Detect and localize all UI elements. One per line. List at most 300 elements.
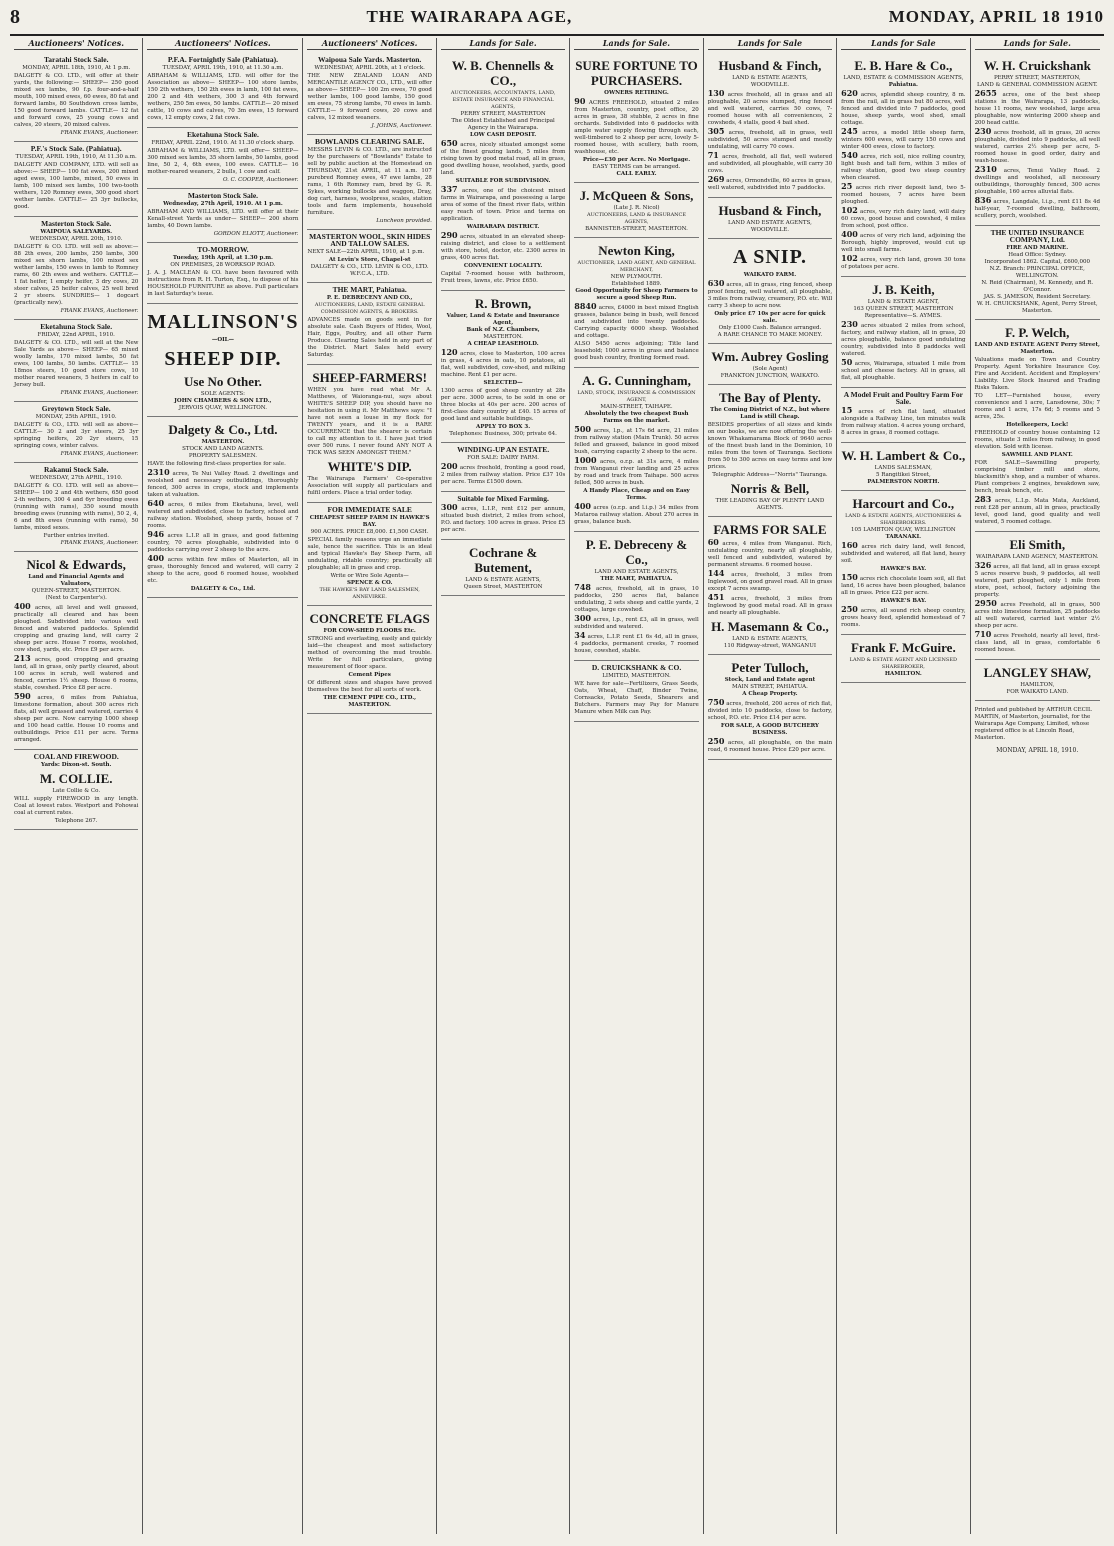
listing-text: acres, nicely situated amongst some of the finest grazing lands, 5 miles from rising town by good metal road, all in grass, good dwelling house, woolshed, yards, good land. <box>440 142 566 176</box>
listing-acres: 245 <box>841 126 858 136</box>
ad-auctioneer: J. JOHNS, Auctioneer. <box>371 123 432 129</box>
listing <box>441 232 565 262</box>
ad-sure-fortune <box>574 53 698 183</box>
ad-fp-welch <box>975 320 1100 532</box>
listing-acres: 400 <box>574 501 591 511</box>
ad-a-snip <box>708 239 832 344</box>
ad-heading: Rakanui Stock Sale. <box>44 465 109 474</box>
ad-debreceny <box>574 532 698 661</box>
listing <box>975 128 1100 165</box>
ad-subheading: Good Opportunity for Sheep Farmers to secure a good Sheep Run. <box>575 288 698 301</box>
ad-address: Pahiatua. <box>888 82 918 88</box>
listing <box>574 426 698 456</box>
ad-subheading: The Coming District of N.Z., but where Land is still Cheap. <box>710 407 830 420</box>
ad-agent: SPENCE & CO. <box>346 580 393 586</box>
ad-subheading: OWNERS RETIRING. <box>604 90 669 96</box>
ad-subheading: LAND & ESTATE AGENTS, <box>732 75 808 81</box>
column-5 <box>570 38 703 1534</box>
ad-auctioneer: FRANK EVANS, Auctioneer. <box>60 540 139 546</box>
listing <box>975 562 1100 599</box>
listing-acres: 102 <box>841 205 858 215</box>
ad-address: 110 Ridgway-street, WANGANUI <box>723 643 817 649</box>
listing-text: acres, all sound rich sheep country, grows heavy feed, splendid homestead of 7 rooms. <box>841 608 966 628</box>
listing <box>975 90 1100 127</box>
ad-heading: J. B. Keith, <box>872 282 935 297</box>
ad-body: THE NEW ZEALAND LOAN AND MERCANTILE AGENCY CO., LTD., will offer as above— SHEEP— 100 2m ewes, 70 good wether lambs, 100 good lambs, 150 good sm ewes, 75 strong lambs, 70 ewes in lamb. CATTLE— 9 forward cows, 20 cows and calves, 12 mixed weaners. <box>307 73 432 121</box>
ad-fruit-poultry-farm <box>841 388 965 443</box>
ad-body: WHEN you have read what Mr A. Matthews, of Waioranga-nui, says about WHITE'S SHEEP DIP, you should have no hesitation in using it. Mr Matthews says: "I have not seen a louse in my flock for TWENTY years, and it is a RARE OCCURRENCE that the shearer is certain to call my attention to it. I have just tried over 500 runs. I never found ANY NOT A TICK WAS SEEN AMONGST THEM." <box>307 387 432 456</box>
ad-pfa-fortnightly-sale <box>147 53 298 128</box>
ad-body: DALGETY & CO., LTD. will sell as above— CATTLE— 30 2 and 3yr steers, 25 3yr springing heifers, 20 2yr steers, 15 springing cows, winter calves. <box>14 422 139 449</box>
ad-body: DALGETY & CO. LTD., will sell at the New Sale Yards as above— SHEEP— 65 mixed woolly lambs, 170 mixed lambs, 50 fat ewes, 100 lambs, 50 lambs. CATTLE— 15 18mos steers, 10 good store cows, 10 mother reared weaners, 5 heifers in calf to Jersey bull. <box>14 340 139 388</box>
ad-heading: SHEEP-FARMERS! <box>312 370 427 385</box>
listing <box>708 738 832 754</box>
ad-body: DALGETY & CO. LTD. will sell as above— SHEEP— 100 2 and 4th wethers, 650 good 2-th wethers, 300 4 and 6yr breeding ewes (running with rams), 350 sound mouth breeding ewes (running with rams), 50 2, 4, 6 and 8th ewes (running with rams), 50 lambs, mixed sexes. <box>14 483 139 531</box>
ad-body: NEXT SALE—22th APRIL, 1910, at 1 p.m. <box>307 249 425 255</box>
ad-united-insurance <box>975 226 1100 320</box>
listing-acres: 230 <box>974 126 992 136</box>
ad-subheading: CONVENIENT LOCALITY. <box>463 263 543 269</box>
ad-heading: Masterton Stock Sale. <box>187 191 259 200</box>
ad-address: PERRY STREET, MASTERTON <box>460 111 546 117</box>
listing-acres: 500 <box>574 424 591 434</box>
listing-text: acres, Wairarapa, situated 1 mile from school and cheese factory. All in grass, all flat, all ploughable. <box>841 361 966 381</box>
listing-text: acres of very rich land, adjoining the Borough, highly improved, would cut up well into small farms. <box>841 233 966 253</box>
ad-heading: THE UNITED INSURANCE COMPANY, Ltd. <box>990 228 1084 244</box>
ad-heading: WINDING-UP AN ESTATE. <box>457 445 550 454</box>
ad-body: ALSO 5450 acres adjoining; Title land leasehold; 1000 acres in grass and balance good bush country, fronting formed road. <box>574 341 699 361</box>
ad-the-mart-pahiatua <box>307 283 431 365</box>
listing-text: acres situated 2 miles from school, factory, and railway station, all in grass, 20 acres ploughable, balance good undulating country, subdivided into 8 paddocks well watered. <box>841 323 966 357</box>
listing-acres: 50 <box>841 357 853 367</box>
ad-heading: Waipoua Sale Yards. Masterton. <box>318 55 422 64</box>
listing-acres: 640 <box>147 498 165 508</box>
ad-auctioneer: O. C. COOPER, Auctioneer. <box>222 177 299 183</box>
ad-eb-hare <box>841 53 965 277</box>
listing <box>574 632 698 655</box>
ad-winding-up-estate <box>441 443 565 492</box>
listing-acres: 213 <box>14 653 31 663</box>
ad-agent: H. Masemann & Co., <box>711 619 829 634</box>
ad-heading: R. Brown, <box>474 296 532 311</box>
listing-acres: 1000 <box>574 455 597 465</box>
ad-mixed-farming <box>441 492 565 540</box>
listing <box>14 693 138 744</box>
section-heading: Lands for Sale <box>708 38 832 50</box>
listing-acres: 620 <box>841 88 858 98</box>
ad-date: TUESDAY, APRIL 19th, 1910, At 11.30 a.m. <box>15 154 137 160</box>
listing <box>147 555 298 585</box>
ad-subheading: Bank of N.Z. Chambers, <box>466 327 540 333</box>
ad-date: WEDNESDAY, APRIL 20th, 1910. <box>29 236 123 242</box>
section-heading: Auctioneers' Notices. <box>14 38 138 50</box>
listing-text: acres, freehold, all in grass, 10 paddocks, 250 acres flat, balance undulating, 2 sets sheep and cattle yards, 2 cottages, large cowshed. <box>574 586 699 613</box>
ad-slogan: Use No Other. <box>184 374 262 389</box>
listing-text: acres L.I.P. all in grass, and good fattening country, 70 acres ploughable, subdivided into 6 paddocks carrying over 2 sheep to the acre. <box>147 533 299 553</box>
ad-heading: A Model Fruit and Poultry Farm For Sale. <box>843 390 963 406</box>
listing <box>441 349 565 379</box>
ad-subheading: A CHEAP LEASEHOLD. <box>467 341 539 347</box>
ad-langley-shaw <box>975 660 1100 701</box>
listing-acres: 748 <box>574 582 591 592</box>
issue-date: MONDAY, APRIL 18 1910 <box>888 7 1104 26</box>
printer-imprint: Printed and published by ARTHUR CECIL MARTIN, of Masterton, journalist, for the Wairarapa Age Company, Limited, whose registered office is at Lincoln Road, Masterton. <box>974 706 1092 741</box>
ad-address: Head Office: Sydney. <box>1008 252 1067 258</box>
ad-husband-finch <box>708 53 832 198</box>
ad-date: FRIDAY, APRIL 22nd, 1910. At 11.30 o'clock sharp. <box>151 140 295 146</box>
listing-text: acres, o.r.p. at 31s acre, 4 miles from Wanganui river landing and 25 acres by road and track from Taihape. 500 acres felled, 500 acres in bush. <box>574 459 699 486</box>
ad-body: WE have for sale—Fertilizers, Grass Seeds, Oats, Wheat, Chaff, Binder Twine, Cornsacks, Potato Seeds, Shearers and Butchers. Farmers may Pay for Manure Manure when Milk can Pay. <box>574 681 699 715</box>
ad-note: JAS. S. JAMESON, Resident Secretary. <box>983 294 1091 300</box>
ad-subheading: FOR COW-SHED FLOORS Etc. <box>323 628 416 634</box>
listing-text: acres, Te Nui Valley Road. 2 dwellings and woolshed and necessary outbuildings, thoroughly fenced, 300 acres in crops, stock and implements taken at valuation. <box>147 471 299 498</box>
listing <box>574 98 698 156</box>
ad-heading: TO-MORROW. <box>197 245 249 254</box>
listing-text: acres, a model little sheep farm, winters 600 ewes, will carry 150 cows and winter 400 ewes, close to factory. <box>841 130 966 150</box>
section-heading: Lands for Sale. <box>574 38 698 50</box>
ad-subheading: LOW CASH DEPOSIT. <box>469 132 537 138</box>
ad-footer: DALGETY & Co., Ltd. <box>190 586 256 592</box>
ad-subheading: Yards: Dixon-st. South. <box>40 762 112 768</box>
ad-subheading: (Late J. R. Nicol) <box>613 205 660 211</box>
page-number: 8 <box>10 5 20 28</box>
ad-heading: Newton King, <box>598 243 675 258</box>
listing-acres: 230 <box>841 319 858 329</box>
ad-mcqueen-sons <box>574 183 698 238</box>
listing <box>841 231 965 254</box>
ad-heading: BOWLANDS CLEARING SALE. <box>314 137 425 146</box>
listing-text: acres, L.I.P. rent £1 6s 4d, all in grass, 4 paddocks, permanent creeks, 7 roomed house, cowshed, stable. <box>574 634 699 654</box>
ad-date: WEDNESDAY, APRIL 20th, at 1 o'clock. <box>314 65 425 71</box>
ad-note: Incorporated 1862. Capital, £600,000 <box>984 259 1090 265</box>
ad-heading: A. G. Cunningham, <box>582 373 691 388</box>
listing-acres: 630 <box>707 278 725 288</box>
listing-acres: 130 <box>707 88 725 98</box>
ad-name: M. COLLIE. <box>39 771 113 786</box>
ad-heading: MALLINSON'S <box>147 311 299 333</box>
ad-subheading: Cement Pipes <box>348 672 391 678</box>
ad-body: Valuations made on Town and Country Property. Agent Yorkshire Insurance Coy. Fire and Accident. Accident and Employers' Liability. Live Stock Insured and Trading Risks Taken. <box>974 357 1100 391</box>
ad-heading: Greytown Stock Sale. <box>41 404 111 413</box>
listing-text: acres, freehold, 3 miles from Inglewood, on good gravel road. All in grass except 7 acres swamp. <box>707 572 833 592</box>
ad-footer: THE CEMENT PIPE CO., LTD., MASTERTON. <box>323 695 417 708</box>
ad-body: TO LET—Furnished house, every convenience and 1 acre, Lansdowne, 30s; 7 rooms and 1 acre, 17s 6d; 5 rooms and 5 acres, 25s. <box>974 393 1100 420</box>
ad-dalgety-co <box>147 417 298 598</box>
ad-subheading: FIRE AND MARINE. <box>1006 245 1069 251</box>
listing-text: acres, rich soil, nice rolling country, light bush and tall fern, within 3 miles of railway station, good two steep country when cleared. <box>841 154 966 181</box>
listing-acres: 2950 <box>974 598 997 608</box>
listing <box>708 128 832 151</box>
ad-heading: Dalgety & Co., Ltd. <box>168 422 278 437</box>
ad-subheading: LAND, STOCK, INSURANCE & COMMISSION AGENT, <box>577 390 696 403</box>
listing-acres: 102 <box>841 253 858 263</box>
ad-address: THE HAWKE'S BAY LAND SALESMEN, ANNEVIRKE. <box>319 587 420 600</box>
ad-note: A RARE CHANCE TO MAKE MONEY. <box>717 332 823 338</box>
listing-text: acres, all in grass, ring fenced, sheep proof fencing, well watered, all ploughable, 3 miles from railway, creamery, P.O. etc. Will carry 3 sheep to acre now. <box>707 282 833 309</box>
ad-subheading: AUCTIONEERS, ACCOUNTANTS, LAND, ESTATE INSURANCE AND FINANCIAL AGENTS, <box>450 90 556 110</box>
ad-address: JERVOIS QUAY, WELLINGTON. <box>178 405 267 411</box>
ad-heading: Cochrane & Butement, <box>468 545 538 575</box>
listing-text: acres, good cropping and grazing land, all in grass, only partly cleared, about 100 acres in scrub, well watered and fenced, carries 1½ sheep. House 6 rooms, stable, cowshed. Price £8 per acre. <box>14 657 139 691</box>
listing <box>841 542 965 565</box>
listing <box>841 255 965 271</box>
listing <box>841 152 965 182</box>
section-heading: Lands for Sale. <box>441 38 565 50</box>
listing-text: acres, L.I.P., rent £12 per annum, situated bush district, 2 miles from school, P.O. and factory. 100 acres in grass. Price £5 per acre. <box>440 506 566 533</box>
ad-address: FRANKTON JUNCTION, WAIKATO. <box>720 373 820 379</box>
ad-body: FOR SALE—Sawmilling property, comprising timber mill and store, blacksmith's shop, and a number of whares. Plant comprises 2 engines, breakdown saw, bench, break bench, etc. <box>974 460 1100 494</box>
listing-text: acres, all ploughable, on the main road, 6 roomed house. Price £20 per acre. <box>707 740 833 753</box>
listing <box>147 531 298 554</box>
ad-heading: LANGLEY SHAW, <box>983 665 1091 680</box>
ad-heading: Masterton Stock Sale. <box>41 219 112 228</box>
listing-text: acres, one of the best sheep stations in the Wairarapa, 13 paddocks, house 11 rooms, new woolshed, large area ploughable, now wintering 2000 sheep and 200 head cattle. <box>974 92 1100 126</box>
ad-subheading: P. E. DEBRECENY AND CO., <box>326 295 413 301</box>
listing-acres: 590 <box>14 691 31 701</box>
ad-nicol-edwards <box>14 552 138 750</box>
ad-farms-for-sale <box>708 517 832 655</box>
listing-acres: 400 <box>147 553 165 563</box>
listing-acres: 290 <box>440 230 458 240</box>
listing-text: acres freehold, fronting a good road, 2 miles from railway station. Price £37 10s per acre. Terms £1500 down. <box>440 465 566 485</box>
ad-subheading: LAND & ESTATE AGENTS, <box>465 577 541 583</box>
ad-heading: Suitable for Mixed Farming. <box>457 494 549 503</box>
listing-acres: 160 <box>841 540 858 550</box>
ad-subheading: LIMITED, MASTERTON. <box>602 673 671 679</box>
listing-text: acres, freehold, 200 acres of rich flat, divided into 10 paddocks, close to factory, school, P.O. etc. Price £14 per acre. <box>707 701 833 721</box>
ad-subheading: Land and Financial Agents and Valuators, <box>28 574 125 587</box>
listing <box>975 600 1100 630</box>
ad-masterton-wool-sales <box>307 230 431 283</box>
listing-text: ACRES FREEHOLD, situated 2 miles from Masterton, country, post office, 20 acres in grass, 38 stubble, 2 acres in fine orchards. Subdivided into 6 paddocks with ample water supply flowing through each, well-timbered to 2 sheep per acre, lovely 5-roomed house, with scullery, bath room, washhouse, etc. <box>574 100 699 155</box>
section-heading: Lands for Sale <box>841 38 965 50</box>
listing-text: acres, 6 miles from Pahiatua, limestone formation, about 300 acres rich flats, all well grassed and watered, carries 4 sheep per acre. Now carrying 1000 sheep and 100 head cattle. House 10 rooms and outbuildings. Price £11 per acre. Terms arranged. <box>14 695 139 743</box>
ad-heading: Frank F. McGuire. <box>850 640 956 655</box>
column-3 <box>303 38 436 1534</box>
ad-subheading: STOCK AND LAND AGENTS. <box>182 446 264 452</box>
ad-subheading: AUCTIONEERS, LAND, ESTATE GENERAL COMMISSION AGENTS, & BROKERS. <box>314 302 425 315</box>
listing-text: acres rich river deposit land, two 5-roomed houses, 7 acres have been ploughed. <box>841 185 966 205</box>
ad-heading: Wm. Aubrey Gosling <box>711 349 829 364</box>
ad-masterton-stock-sale <box>14 217 138 320</box>
ad-note: Luncheon provided. <box>376 218 432 224</box>
ad-auctioneer: FRANK EVANS, Auctioneer. <box>60 130 139 136</box>
ad-heading: COAL AND FIREWOOD. <box>33 752 119 761</box>
ad-heading: P. E. Debreceny & Co., <box>585 537 688 567</box>
listing-acres: 60 <box>707 537 719 547</box>
ad-subheading: LAND & GENERAL COMMISSION AGENT. <box>976 82 1098 88</box>
ad-address: WOODVILLE. <box>750 82 790 88</box>
listing <box>708 176 832 192</box>
ad-concrete-flags <box>307 606 431 714</box>
listing <box>975 166 1100 196</box>
listing-acres: 400 <box>14 601 31 611</box>
ad-subheading: FOR SALE: DAIRY FARM. <box>467 455 540 461</box>
ad-auctioneer: GORDON ELIOTT, Auctioneer. <box>213 231 299 237</box>
ad-date: Wednesday, 27th April, 1910. At 1 p.m. <box>163 201 283 207</box>
ad-heading: P.F.A. Fortnightly Sale (Pahiatua). <box>167 55 278 64</box>
ad-heading: Nicol & Edwards, <box>26 557 126 572</box>
listing-text: acres, 6 miles from Eketahuna, level, well watered and subdivided, close to factory, school and railway station. Woolshed, sheep yards, house of 7 rooms. <box>147 502 299 529</box>
ad-subheading: SELECTED— <box>483 380 523 386</box>
ad-subheading: THE MART, PAHIATUA. <box>600 576 673 582</box>
ad-heading: J. McQueen & Sons, <box>579 188 694 203</box>
ad-date: WEDNESDAY, 27th APRIL, 1910. <box>29 475 123 481</box>
listing-acres: 144 <box>707 568 725 578</box>
listing-acres: 946 <box>147 529 165 539</box>
ad-heading: Peter Tulloch, <box>731 660 809 675</box>
ad-sheep-farmers <box>307 365 431 503</box>
listing-text: acres, l.p., at 17s 6d acre, 21 miles from railway station (Main Trunk). 50 acres felled and grassed, balance in good mixed bush, carrying capacity 2 sheep to the acre. <box>574 428 699 455</box>
listing-acres: 8840 <box>574 301 597 311</box>
listing-acres: 836 <box>974 195 992 205</box>
listing <box>975 631 1100 654</box>
listing-acres: 300 <box>574 613 591 623</box>
ad-body: BESIDES properties of all sizes and kinds on our books, we are now offering the well-known Whakamarama Block of 9640 acres of the finest bush land in the Dominion, 10 miles from the town of Tauranga. Sections from 50 to 300 acres on easy terms and low prices. <box>707 422 833 470</box>
newspaper-title: THE WAIRARAPA AGE, <box>366 7 573 26</box>
ad-address: BANNISTER-STREET, MASTERTON. <box>585 226 688 232</box>
ad-heading: THE MART, Pahiatua. <box>332 285 407 294</box>
ad-price: Price—£30 per Acre. No Mortgage. <box>582 157 691 163</box>
ad-address: Queen Street, MASTERTON <box>463 584 543 590</box>
ad-heading: MASTERTON WOOL, SKIN HIDES AND TALLOW SALES. <box>309 232 431 248</box>
ad-subheading: Late Collie & Co. <box>52 788 101 794</box>
ad-body: J. A. J. MACLEAN & CO. have been favoured with instructions from R. H. Turton, Esq., to dispose of his HOUSEHOLD FURNITURE as above. Full particulars in last Saturday's issue. <box>147 270 299 297</box>
listing <box>574 303 698 340</box>
ad-cochrane-butement <box>441 540 565 596</box>
ad-body: DALGETY AND COMPANY, LTD. will sell as above:— SHEEP— 100 fat ewes, 200 mixed aged ewes, 100 lambs, mixed, 50 ewes in lamb, 100 mixed sex lambs, 100 two-tooth wethers, 120 Romney ewes, 300 good short wether lambs. CATTLE— 25 3yr bullocks, good. <box>14 162 139 210</box>
ad-note: N.Z. Branch: PRINCIPAL OFFICE, WELLINGTON. <box>989 266 1085 279</box>
listing <box>708 539 832 569</box>
ad-body: DALGETY & CO. LTD. will sell as above:— 88 2th ewes, 200 lambs, 250 lambs, 300 mixed sex shorn lambs, 100 mixed sex wether lambs, 150 ewes in lamb to Romney rams, 60 2th ewes and wethers. CATTLE— 1 fat heifer, 1 empty heifer, 3 dry cows, 20 steer calves, 25 heifer calves, 25 well bred 2 yr steers. SUNDRIES— 1 dogcart (practically new). <box>14 244 139 306</box>
listing <box>708 699 832 722</box>
ad-frank-mcguire <box>841 635 965 683</box>
ad-tomorrow-sale <box>147 243 298 304</box>
listing <box>574 584 698 614</box>
listing-text: acres, one of the choicest mixed farms in Wairarapa, and possessing a large area of some of the finest river flats, within easy reach of town. Price and terms on application. <box>440 188 566 222</box>
listing <box>841 574 965 597</box>
ad-subheading: SAWMILL AND PLANT. <box>1001 452 1073 458</box>
listing-acres: 34 <box>574 630 586 640</box>
ad-note: Write or Wire Sole Agents— <box>330 573 409 579</box>
column-6 <box>704 38 837 1534</box>
listing-acres: 305 <box>707 126 725 136</box>
ad-note: Representative—S. AYMES. <box>864 313 942 319</box>
ad-subheading: PROPERTY SALESMEN. <box>188 453 258 459</box>
listing <box>574 457 698 487</box>
ad-note: Only £1000 Cash. Balance arranged. <box>718 325 822 331</box>
ad-body: Capital 7-roomed house with bathroom, Fruit trees, lawns, etc. Price £650. <box>440 271 566 284</box>
ad-body: ABRAHAM & WILLIAMS, LTD. will offer— SHEEP— 300 mixed sex lambs, 35 shorn lambs, 50 lambs, good line, 50 2, 4, 6th ewes, 100 ewes. CATTLE— 16 mother-reared weaners, 2 bulls, 1 cow and calf. <box>147 148 299 175</box>
ad-gosling <box>708 344 832 385</box>
ad-heading: Eketahuna Stock Sale. <box>40 322 113 331</box>
ad-subheading: LAND & ESTATE AGENT AND LICENSED SHAREBROKER, <box>849 657 958 670</box>
ad-husband-finch-2 <box>708 198 832 239</box>
listing-acres: 269 <box>707 174 725 184</box>
ad-r-brown <box>441 291 565 443</box>
ad-heading: W. H. Lambert & Co., <box>841 448 966 463</box>
listing-acres: 250 <box>841 604 858 614</box>
ad-agent: JOHN CHAMBERS & SON LTD., <box>174 398 272 404</box>
ad-product: SHEEP DIP. <box>164 348 282 370</box>
ad-eketahuna-stock-sale-2 <box>147 128 298 189</box>
listing <box>841 183 965 206</box>
listing-acres: 400 <box>841 229 858 239</box>
listing <box>841 606 965 629</box>
ad-heading: F. P. Welch, <box>1005 325 1070 340</box>
listing <box>574 615 698 631</box>
ad-subheading: Absolutely the two cheapest Bush Farms on the market. <box>584 411 689 424</box>
ad-harcourt <box>841 491 965 635</box>
listing-text: acres, Ormondville, 60 acres in grass, well watered, subdivided into 7 paddocks. <box>707 178 833 191</box>
ad-rakanui-stock-sale <box>14 463 138 552</box>
ad-subheading: Stock, Land and Estate agent <box>724 677 816 683</box>
ad-jb-keith <box>841 277 965 388</box>
listing-acres: 120 <box>440 347 458 357</box>
section-heading: Auctioneers' Notices. <box>307 38 431 50</box>
ad-subheading: LAND AND ESTATE AGENTS, <box>727 220 812 226</box>
listing-acres: 283 <box>974 494 992 504</box>
listing-text: acres, very rich dairy land, will dairy 60 cows, good house and cowshed, 4 miles from school, post office. <box>841 209 966 229</box>
ad-heading: Harcourt and Co., <box>852 496 955 511</box>
ad-subheading: LANDS SALESMAN, <box>874 465 933 471</box>
listing-text: acres within few miles of Masterton, all in grass, thoroughly fenced and watered, will carry 2 sheep to the acre, good 6 roomed house, woolshed etc. <box>147 557 299 584</box>
ad-newton-king <box>574 238 698 368</box>
ad-eketahuna-stock-sale <box>14 320 138 402</box>
ad-address: MAIN-STREET, TAIHAPE. <box>600 404 673 410</box>
ad-immediate-sale <box>307 503 431 606</box>
ad-note: N. Reid (Chairman), M. Kennedy, and R. O'Connor. <box>981 280 1094 293</box>
ad-subheading: LAND & ESTATE AGENTS, <box>732 636 808 642</box>
listing-text: acres Freehold, nearly all level, first-class land, all in grass, comfortable 6 roomed house. <box>974 633 1100 653</box>
listing-text: acres (o.r.p. and l.i.p.) 34 miles from Mataroa railway station. About 270 acres in grass, balance bush. <box>574 505 699 525</box>
ad-subheading: A Cheap Property. <box>742 691 798 697</box>
ad-body: The Wairarapa Farmers' Co-operative Association will supply all particulars and fulfil orders. Place a trial order today. <box>307 476 432 496</box>
listing-text: acres, 4 miles from Wanganui. Rich, undulating country, nearly all ploughable, well fenced and subdivided, watered by permanent streams. 6 roomed house. <box>707 541 833 568</box>
ad-date: Tuesday, 19th April, at 1.30 p.m. <box>172 255 273 261</box>
listing <box>441 140 565 177</box>
listing-text: acres, all level and well grassed, practically all cleared and has been ploughed. Subdivided into various well fenced and watered paddocks. Splendid cropping and grazing land, will carry 2 sheep per acre. House 7 rooms, woolshed, cow shed, yards, etc. Price £9 per acre. <box>14 605 139 653</box>
ad-body: FREEHOLD of country house containing 12 rooms, situate 3 miles from railway, in good elevation. Sold with license. <box>974 430 1100 450</box>
ad-address: 105 LAMBTON QUAY, WELLINGTON <box>850 527 956 533</box>
ad-subheading: Hotelkeepers, Lock! <box>1006 422 1069 428</box>
ad-waipoua-sale-yards <box>307 53 431 135</box>
ad-note: Further entries invited. <box>43 533 109 539</box>
ad-body: HAVE the following first-class properties for sale. <box>147 461 286 467</box>
ad-heading: Husband & Finch, <box>718 203 822 218</box>
listing <box>147 500 298 530</box>
ad-auctioneer: FRANK EVANS, Auctioneer. <box>60 451 139 457</box>
listing-acres: 150 <box>841 572 858 582</box>
ad-price: Only price £7 10s per acre for quick sale. <box>714 311 826 324</box>
ad-note: Telegraphic Address—"Norris" Tauranga. <box>712 472 828 478</box>
imprint-date: MONDAY, APRIL 18, 1910. <box>996 747 1079 754</box>
ad-heading: FARMS FOR SALE <box>713 522 827 537</box>
column-4 <box>437 38 570 1534</box>
ad-subheading: WAIRARAPA DISTRICT. <box>466 224 540 230</box>
ad-heading: The Bay of Plenty. <box>719 390 821 405</box>
section-heading: Auctioneers' Notices. <box>147 38 298 50</box>
ad-subheading: CHEAPEST SHEEP FARM IN HAWKE'S BAY. <box>309 515 430 528</box>
columns <box>10 38 1104 1534</box>
ad-subheading: ON PREMISES, 28 WORKSOP ROAD. <box>170 262 276 268</box>
ad-coal-firewood <box>14 750 138 830</box>
column-1 <box>10 38 143 1534</box>
listing <box>14 603 138 654</box>
ad-subheading: PALMERSTON NORTH. <box>867 479 940 485</box>
ad-wh-lambert <box>841 443 965 491</box>
listing-text: acres, situated in an elevated sheep-raising district, and close to a settlement with store, hotel, doctor, etc. 2300 acres in grass, 400 acres flat. <box>440 234 566 261</box>
